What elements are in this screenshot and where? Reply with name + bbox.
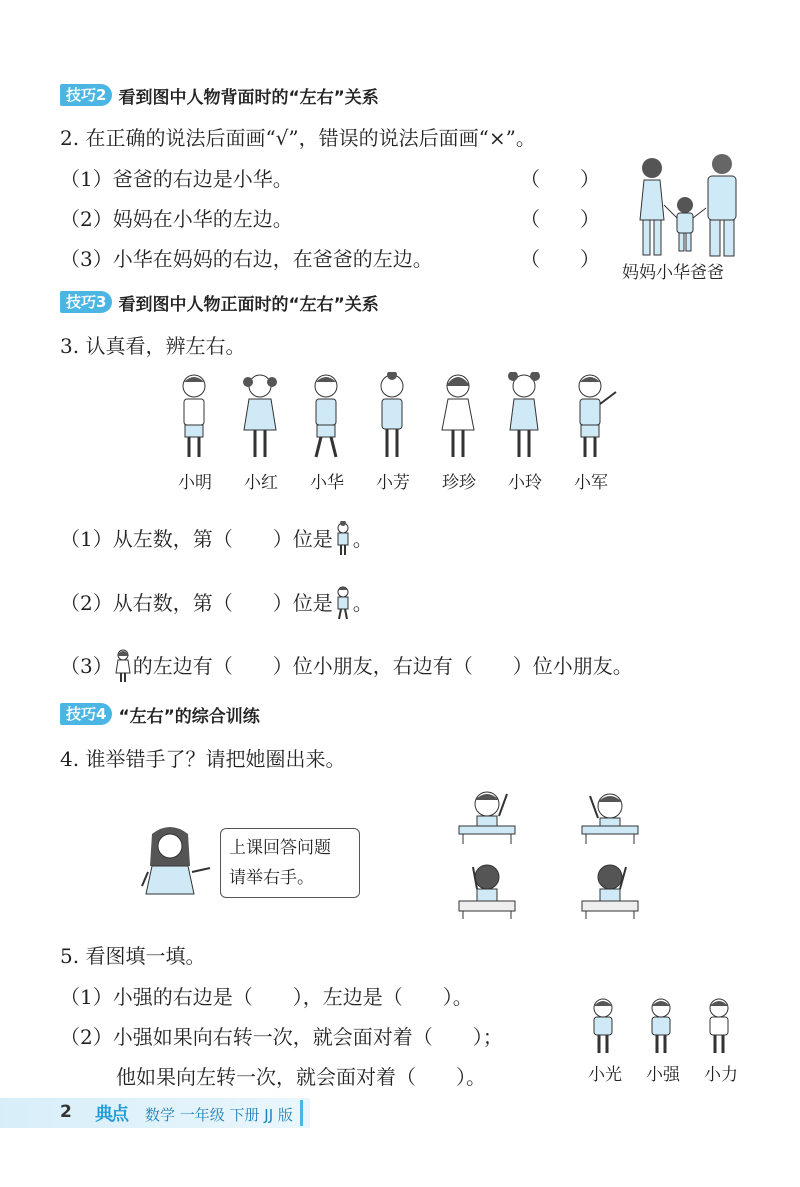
speech-bubble [220,828,360,898]
mini-child-icon [333,521,353,557]
skill-4-heading [60,701,260,727]
page-number: 2 [60,1102,72,1122]
name-label: 小军 [574,473,608,493]
name-label: 小华 [310,473,344,493]
child-xiaoming [183,375,205,457]
q3-sub-2 [60,585,373,621]
name-label: 小强 [646,1065,680,1085]
student-back-raise-right[interactable] [582,865,638,919]
q3-sub-3 [60,648,633,684]
q2-stem: 2. 在正确的说法后面画“√”，错误的说法后面画“×”。 [60,126,536,150]
child-xiaofang [381,372,403,457]
q3-sub-1 [60,521,373,557]
q3-sub-3-prefix: （3） [60,654,113,678]
bubble-line-2: 请举右手。 [229,868,314,888]
skill-2-heading [60,82,379,108]
skill-tag: 技巧4 [60,703,112,725]
q4-stem: 4. 谁举错手了？请把她圈出来。 [60,747,346,771]
q2-item-2: （2）妈妈在小华的左边。 [60,207,293,231]
skill-title: 看到图中人物背面时的“左右”关系 [118,87,379,108]
q5-line-2[interactable]: （2）小强如果向右转一次，就会面对着（ ）； [60,1025,503,1049]
name-label: 珍珍 [442,473,476,493]
student-front-raise-left[interactable] [459,792,515,844]
q2-item-1: （1）爸爸的右边是小华。 [60,167,293,191]
skill-tag: 技巧3 [60,291,112,313]
name-label: 小光 [588,1065,622,1085]
skill-tag: 技巧2 [60,84,112,106]
bubble-line-1: 上课回答问题 [229,838,331,858]
skill-title: 看到图中人物正面时的“左右”关系 [118,294,379,315]
q2-item-3: （3）小华在妈妈的右边，在爸爸的左边。 [60,247,433,271]
skill-title: “左右”的综合训练 [118,706,260,727]
footer-divider [300,1100,303,1126]
student-front-raise-right[interactable] [582,794,638,844]
answer-blank-3[interactable]: （ ） [520,247,600,271]
answer-blank-1[interactable]: （ ） [520,167,600,191]
child-zhenzhen [442,375,474,457]
name-label: 小力 [704,1065,738,1085]
boy-xiaoguang [594,999,612,1053]
mom-figure [640,158,664,255]
q5-line-3[interactable]: 他如果向左转一次，就会面对着（ ）。 [116,1065,486,1089]
skill-3-heading [60,289,379,315]
boy-xiaoli [710,999,728,1053]
child-xiaoling [508,372,540,457]
name-label: 小明 [178,473,212,493]
boy-xiaoqiang [652,999,670,1053]
answer-blank-2[interactable]: （ ） [520,207,600,231]
q3-sub-3-text[interactable]: 的左边有（ ）位小朋友，右边有（ ）位小朋友。 [132,654,633,678]
book-title: 数学 一年级 下册 JJ 版 [145,1106,293,1124]
brand-logo: 典点 [95,1104,127,1125]
family-caption: 妈妈小华爸爸 [622,263,724,283]
q3-stem: 3. 认真看，辨左右。 [60,334,246,358]
q5-line-1[interactable]: （1）小强的右边是（ ），左边是（ ）。 [60,985,473,1009]
name-label: 小芳 [376,473,410,493]
child-xiaohua [315,375,337,457]
child-figure [664,197,706,251]
mini-child-icon [113,648,133,684]
family-back-illustration [630,150,750,260]
mini-child-icon [333,585,353,621]
child-xiaohong [243,375,277,457]
name-label: 小玲 [508,473,542,493]
q3-sub-2-end: 。 [352,591,373,615]
name-label: 小红 [244,473,278,493]
q5-stem: 5. 看图填一填。 [60,944,206,968]
children-row-illustration [170,372,640,464]
three-boys-illustration [583,998,743,1058]
q3-sub-2-text[interactable]: （2）从右数，第（ ）位是 [60,591,333,615]
student-back-raise-left[interactable] [459,865,515,919]
q3-sub-1-end: 。 [352,527,373,551]
dad-figure [708,154,736,256]
students-desks-illustration [455,786,645,921]
child-xiaojun [579,375,616,457]
teacher-illustration [140,826,220,896]
q3-sub-1-text[interactable]: （1）从左数，第（ ）位是 [60,527,333,551]
